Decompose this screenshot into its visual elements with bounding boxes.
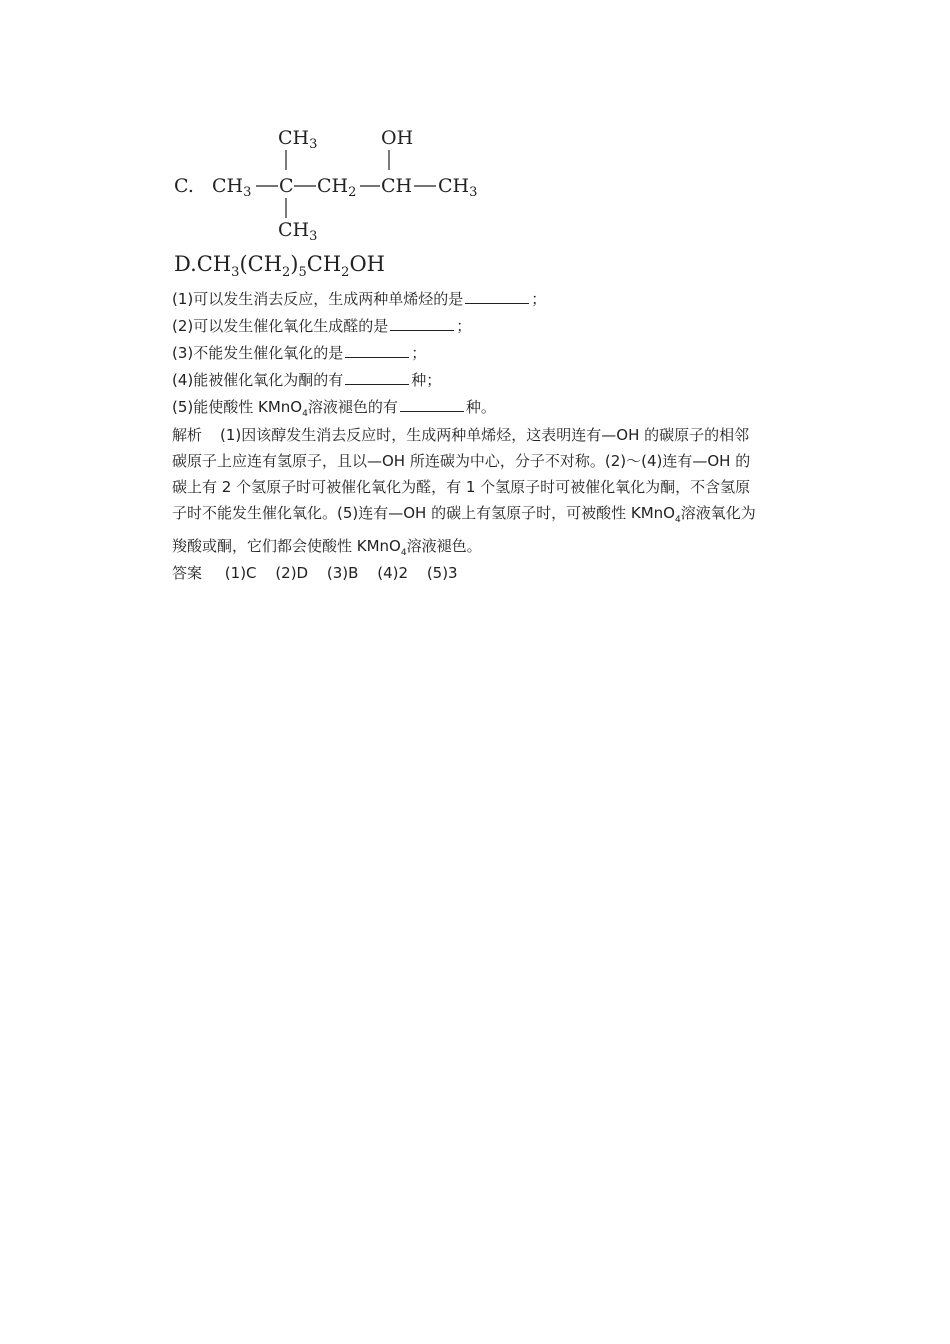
formula-subscript: 5: [298, 265, 307, 281]
answer-blank[interactable]: [390, 316, 454, 331]
explanation-line: 碳原子上应连有氢原子，且以—OH 所连碳为中心，分子不对称。(2)～(4)连有—OH 的: [172, 452, 751, 470]
explanation-text: 羧酸或酮，它们都会使酸性 KMnO: [172, 537, 401, 555]
question-text: (3)不能发生催化氧化的是: [172, 344, 344, 362]
answer-item: (4)2: [377, 564, 409, 582]
answer-blank[interactable]: [345, 370, 409, 385]
option-d-formula: [174, 252, 385, 280]
formula-subscript: 4: [400, 548, 407, 558]
answer-item: (3)B: [326, 564, 359, 582]
answer-blank[interactable]: [465, 289, 529, 304]
explanation-text: 子时不能发生催化氧化。(5)连有—OH 的碳上有氢原子时，可被酸性 KMnO: [172, 504, 675, 522]
hydroxyl-group: OH: [381, 127, 414, 149]
question-punct: ；: [531, 290, 547, 308]
question-text: 溶液褪色的有: [307, 398, 398, 416]
explanation-label: 解析: [172, 426, 203, 444]
carbinol-carbon: CH: [381, 175, 413, 197]
question-5: [172, 396, 496, 419]
formula-part: CH: [306, 252, 342, 276]
formula-subscript: 4: [674, 515, 681, 525]
question-punct: 种；: [411, 371, 442, 389]
explanation-line: 碳上有 2 个氢原子时可被催化氧化为醛，有 1 个氢原子时可被催化氧化为酮，不含氢原: [172, 478, 751, 496]
answer-item: (5)3: [426, 564, 458, 582]
question-punct: ；: [456, 317, 472, 335]
answer-label: 答案: [172, 564, 203, 582]
answer-line: [172, 562, 472, 583]
question-1: [172, 288, 546, 309]
question-2: [172, 315, 471, 336]
formula-part: OH: [349, 252, 385, 276]
answer-blank[interactable]: [400, 397, 464, 412]
option-c-structural-formula: [170, 118, 510, 244]
answer-blank[interactable]: [345, 343, 409, 358]
question-3: [172, 342, 426, 363]
question-text: (1)可以发生消去反应，生成两种单烯烃的是: [172, 290, 464, 308]
answer-item: (2)D: [275, 564, 309, 582]
bottom-substituent: $CH_3$: [278, 219, 318, 244]
explanation-block: [172, 422, 812, 566]
question-text: (4)能被催化氧化为酮的有: [172, 371, 344, 389]
question-text: (2)可以发生催化氧化生成醛的是: [172, 317, 389, 335]
explanation-text: (1)因该醇发生消去反应时，生成两种单烯烃，这表明连有—OH 的碳原子的相邻: [220, 426, 750, 444]
explanation-line: [172, 500, 812, 533]
formula-subscript: 2: [341, 265, 350, 281]
question-punct: ；: [411, 344, 427, 362]
question-punct: 种。: [465, 398, 496, 416]
option-c-structure: [170, 118, 510, 244]
option-c-label: C.: [174, 175, 194, 197]
formula-part: CH: [196, 252, 232, 276]
methylene-group: $CH_2$: [317, 175, 357, 200]
formula-subscript: 3: [231, 265, 240, 281]
explanation-text: 溶液褪色。: [406, 537, 482, 555]
option-d-label: D.: [174, 252, 197, 276]
answer-item: (1)C: [224, 564, 257, 582]
formula-part: ): [290, 252, 299, 276]
chain-start: $CH_3$: [212, 175, 252, 200]
formula-part: (CH: [239, 252, 283, 276]
explanation-text: 溶液氧化为: [680, 504, 756, 522]
top-substituent: $CH_3$: [278, 127, 318, 152]
formula-subscript: 2: [282, 265, 291, 281]
question-4: [172, 369, 441, 390]
explanation-line: [172, 422, 812, 448]
question-text: (5)能使酸性 KMnO: [172, 398, 303, 416]
chain-end: $CH_3$: [438, 175, 478, 200]
formula-subscript: 4: [302, 409, 308, 419]
quaternary-carbon: C: [279, 175, 294, 197]
